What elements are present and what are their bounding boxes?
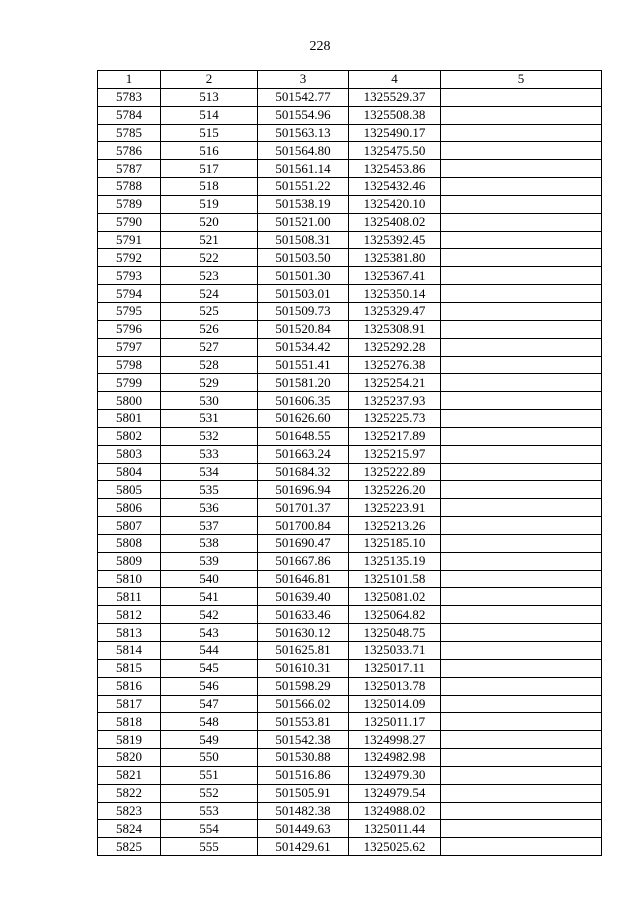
page-number: 228 (309, 39, 331, 54)
y-coordinate-cell: 1325025.62 (349, 838, 441, 856)
notes-cell (441, 766, 602, 784)
y-coordinate-cell: 1325392.45 (349, 231, 441, 249)
vertex-number-cell: 544 (161, 642, 258, 660)
x-coordinate-cell: 501551.41 (258, 356, 349, 374)
vertex-number-cell: 555 (161, 838, 258, 856)
point-number-cell: 5790 (98, 213, 161, 231)
vertex-number-cell: 543 (161, 624, 258, 642)
table-row (98, 249, 602, 267)
vertex-number-cell: 522 (161, 249, 258, 267)
point-number-cell: 5819 (98, 731, 161, 749)
y-coordinate-cell: 1325017.11 (349, 659, 441, 677)
vertex-number-cell: 519 (161, 195, 258, 213)
notes-cell (441, 445, 602, 463)
notes-cell (441, 195, 602, 213)
y-coordinate-cell: 1325308.91 (349, 320, 441, 338)
table-row (98, 731, 602, 749)
y-coordinate-cell: 1325135.19 (349, 552, 441, 570)
x-coordinate-cell: 501700.84 (258, 517, 349, 535)
vertex-number-cell: 521 (161, 231, 258, 249)
notes-cell (441, 534, 602, 552)
table-row (98, 213, 602, 231)
point-number-cell: 5784 (98, 106, 161, 124)
y-coordinate-cell: 1325350.14 (349, 285, 441, 303)
x-coordinate-cell: 501538.19 (258, 195, 349, 213)
notes-cell (441, 142, 602, 160)
point-number-cell: 5795 (98, 302, 161, 320)
vertex-number-cell: 531 (161, 410, 258, 428)
point-number-cell: 5823 (98, 802, 161, 820)
table-row (98, 499, 602, 517)
y-coordinate-cell: 1324979.54 (349, 784, 441, 802)
vertex-number-cell: 520 (161, 213, 258, 231)
x-coordinate-cell: 501530.88 (258, 749, 349, 767)
point-number-cell: 5788 (98, 178, 161, 196)
x-coordinate-cell: 501581.20 (258, 374, 349, 392)
table-row (98, 838, 602, 856)
vertex-number-cell: 540 (161, 570, 258, 588)
x-coordinate-cell: 501646.81 (258, 570, 349, 588)
vertex-number-cell: 527 (161, 338, 258, 356)
point-number-cell: 5822 (98, 784, 161, 802)
x-coordinate-cell: 501564.80 (258, 142, 349, 160)
table-row (98, 195, 602, 213)
x-coordinate-cell: 501553.81 (258, 713, 349, 731)
vertex-number-cell: 534 (161, 463, 258, 481)
notes-cell (441, 374, 602, 392)
table-row (98, 588, 602, 606)
vertex-number-cell: 545 (161, 659, 258, 677)
table-row (98, 749, 602, 767)
point-number-cell: 5787 (98, 160, 161, 178)
notes-cell (441, 320, 602, 338)
table-row (98, 160, 602, 178)
vertex-number-cell: 538 (161, 534, 258, 552)
point-number-cell: 5817 (98, 695, 161, 713)
notes-cell (441, 749, 602, 767)
column-header-3: 3 (258, 71, 349, 89)
notes-cell (441, 517, 602, 535)
y-coordinate-cell: 1325490.17 (349, 124, 441, 142)
y-coordinate-cell: 1325420.10 (349, 195, 441, 213)
y-coordinate-cell: 1325276.38 (349, 356, 441, 374)
notes-cell (441, 820, 602, 838)
x-coordinate-cell: 501505.91 (258, 784, 349, 802)
y-coordinate-cell: 1325101.58 (349, 570, 441, 588)
point-number-cell: 5791 (98, 231, 161, 249)
y-coordinate-cell: 1325081.02 (349, 588, 441, 606)
notes-cell (441, 481, 602, 499)
point-number-cell: 5806 (98, 499, 161, 517)
vertex-number-cell: 524 (161, 285, 258, 303)
table-body (98, 88, 602, 855)
vertex-number-cell: 529 (161, 374, 258, 392)
y-coordinate-cell: 1324982.98 (349, 749, 441, 767)
notes-cell (441, 802, 602, 820)
vertex-number-cell: 528 (161, 356, 258, 374)
point-number-cell: 5798 (98, 356, 161, 374)
y-coordinate-cell: 1325013.78 (349, 677, 441, 695)
notes-cell (441, 178, 602, 196)
notes-cell (441, 213, 602, 231)
table-row (98, 534, 602, 552)
point-number-cell: 5814 (98, 642, 161, 660)
y-coordinate-cell: 1325217.89 (349, 427, 441, 445)
vertex-number-cell: 513 (161, 88, 258, 106)
notes-cell (441, 677, 602, 695)
notes-cell (441, 659, 602, 677)
point-number-cell: 5825 (98, 838, 161, 856)
vertex-number-cell: 541 (161, 588, 258, 606)
x-coordinate-cell: 501503.01 (258, 285, 349, 303)
vertex-number-cell: 525 (161, 302, 258, 320)
vertex-number-cell: 535 (161, 481, 258, 499)
point-number-cell: 5799 (98, 374, 161, 392)
x-coordinate-cell: 501554.96 (258, 106, 349, 124)
table-row (98, 320, 602, 338)
point-number-cell: 5824 (98, 820, 161, 838)
x-coordinate-cell: 501516.86 (258, 766, 349, 784)
table-row (98, 766, 602, 784)
x-coordinate-cell: 501509.73 (258, 302, 349, 320)
notes-cell (441, 427, 602, 445)
x-coordinate-cell: 501521.00 (258, 213, 349, 231)
vertex-number-cell: 546 (161, 677, 258, 695)
vertex-number-cell: 526 (161, 320, 258, 338)
point-number-cell: 5818 (98, 713, 161, 731)
notes-cell (441, 588, 602, 606)
point-number-cell: 5793 (98, 267, 161, 285)
point-number-cell: 5805 (98, 481, 161, 499)
point-number-cell: 5785 (98, 124, 161, 142)
column-header-4: 4 (349, 71, 441, 89)
column-header-5: 5 (441, 71, 602, 89)
vertex-number-cell: 530 (161, 392, 258, 410)
vertex-number-cell: 552 (161, 784, 258, 802)
point-number-cell: 5786 (98, 142, 161, 160)
table-row (98, 642, 602, 660)
table-row (98, 463, 602, 481)
table-row (98, 124, 602, 142)
notes-cell (441, 499, 602, 517)
x-coordinate-cell: 501482.38 (258, 802, 349, 820)
y-coordinate-cell: 1325453.86 (349, 160, 441, 178)
vertex-number-cell: 539 (161, 552, 258, 570)
notes-cell (441, 267, 602, 285)
point-number-cell: 5783 (98, 88, 161, 106)
point-number-cell: 5794 (98, 285, 161, 303)
table-row (98, 517, 602, 535)
y-coordinate-cell: 1325213.26 (349, 517, 441, 535)
point-number-cell: 5808 (98, 534, 161, 552)
y-coordinate-cell: 1325237.93 (349, 392, 441, 410)
point-number-cell: 5796 (98, 320, 161, 338)
notes-cell (441, 392, 602, 410)
x-coordinate-cell: 501598.29 (258, 677, 349, 695)
x-coordinate-cell: 501606.35 (258, 392, 349, 410)
y-coordinate-cell: 1325215.97 (349, 445, 441, 463)
notes-cell (441, 285, 602, 303)
vertex-number-cell: 532 (161, 427, 258, 445)
notes-cell (441, 302, 602, 320)
point-number-cell: 5810 (98, 570, 161, 588)
notes-cell (441, 160, 602, 178)
notes-cell (441, 713, 602, 731)
x-coordinate-cell: 501667.86 (258, 552, 349, 570)
y-coordinate-cell: 1325225.73 (349, 410, 441, 428)
y-coordinate-cell: 1325367.41 (349, 267, 441, 285)
x-coordinate-cell: 501610.31 (258, 659, 349, 677)
table-header-row (98, 71, 602, 89)
point-number-cell: 5807 (98, 517, 161, 535)
point-number-cell: 5801 (98, 410, 161, 428)
coordinates-table (97, 70, 602, 856)
table-row (98, 820, 602, 838)
y-coordinate-cell: 1325014.09 (349, 695, 441, 713)
y-coordinate-cell: 1324998.27 (349, 731, 441, 749)
point-number-cell: 5820 (98, 749, 161, 767)
table-row (98, 784, 602, 802)
point-number-cell: 5804 (98, 463, 161, 481)
notes-cell (441, 463, 602, 481)
table-row (98, 178, 602, 196)
x-coordinate-cell: 501701.37 (258, 499, 349, 517)
table-row (98, 267, 602, 285)
notes-cell (441, 410, 602, 428)
x-coordinate-cell: 501563.13 (258, 124, 349, 142)
x-coordinate-cell: 501429.61 (258, 838, 349, 856)
table-row (98, 410, 602, 428)
y-coordinate-cell: 1325475.50 (349, 142, 441, 160)
notes-cell (441, 124, 602, 142)
x-coordinate-cell: 501633.46 (258, 606, 349, 624)
x-coordinate-cell: 501639.40 (258, 588, 349, 606)
table-row (98, 713, 602, 731)
table-row (98, 624, 602, 642)
y-coordinate-cell: 1325185.10 (349, 534, 441, 552)
table-row (98, 445, 602, 463)
vertex-number-cell: 514 (161, 106, 258, 124)
x-coordinate-cell: 501663.24 (258, 445, 349, 463)
y-coordinate-cell: 1325222.89 (349, 463, 441, 481)
notes-cell (441, 731, 602, 749)
y-coordinate-cell: 1325011.17 (349, 713, 441, 731)
table-row (98, 695, 602, 713)
column-header-2: 2 (161, 71, 258, 89)
vertex-number-cell: 551 (161, 766, 258, 784)
notes-cell (441, 249, 602, 267)
point-number-cell: 5812 (98, 606, 161, 624)
x-coordinate-cell: 501630.12 (258, 624, 349, 642)
notes-cell (441, 106, 602, 124)
vertex-number-cell: 537 (161, 517, 258, 535)
vertex-number-cell: 554 (161, 820, 258, 838)
notes-cell (441, 695, 602, 713)
y-coordinate-cell: 1325033.71 (349, 642, 441, 660)
notes-cell (441, 838, 602, 856)
table-row (98, 142, 602, 160)
y-coordinate-cell: 1325223.91 (349, 499, 441, 517)
point-number-cell: 5816 (98, 677, 161, 695)
vertex-number-cell: 542 (161, 606, 258, 624)
x-coordinate-cell: 501696.94 (258, 481, 349, 499)
x-coordinate-cell: 501449.63 (258, 820, 349, 838)
notes-cell (441, 552, 602, 570)
table-row (98, 392, 602, 410)
x-coordinate-cell: 501520.84 (258, 320, 349, 338)
table-row (98, 677, 602, 695)
table-row (98, 552, 602, 570)
y-coordinate-cell: 1325508.38 (349, 106, 441, 124)
vertex-number-cell: 533 (161, 445, 258, 463)
vertex-number-cell: 553 (161, 802, 258, 820)
point-number-cell: 5797 (98, 338, 161, 356)
x-coordinate-cell: 501648.55 (258, 427, 349, 445)
vertex-number-cell: 549 (161, 731, 258, 749)
point-number-cell: 5815 (98, 659, 161, 677)
y-coordinate-cell: 1325292.28 (349, 338, 441, 356)
y-coordinate-cell: 1325226.20 (349, 481, 441, 499)
y-coordinate-cell: 1325408.02 (349, 213, 441, 231)
table-row (98, 802, 602, 820)
notes-cell (441, 356, 602, 374)
point-number-cell: 5789 (98, 195, 161, 213)
notes-cell (441, 784, 602, 802)
notes-cell (441, 624, 602, 642)
vertex-number-cell: 547 (161, 695, 258, 713)
table-row (98, 356, 602, 374)
vertex-number-cell: 548 (161, 713, 258, 731)
table-row (98, 338, 602, 356)
x-coordinate-cell: 501534.42 (258, 338, 349, 356)
table-row (98, 231, 602, 249)
x-coordinate-cell: 501690.47 (258, 534, 349, 552)
point-number-cell: 5803 (98, 445, 161, 463)
x-coordinate-cell: 501508.31 (258, 231, 349, 249)
table-row (98, 374, 602, 392)
point-number-cell: 5802 (98, 427, 161, 445)
y-coordinate-cell: 1324988.02 (349, 802, 441, 820)
table-row (98, 427, 602, 445)
vertex-number-cell: 518 (161, 178, 258, 196)
x-coordinate-cell: 501684.32 (258, 463, 349, 481)
point-number-cell: 5811 (98, 588, 161, 606)
column-header-1: 1 (98, 71, 161, 89)
x-coordinate-cell: 501625.81 (258, 642, 349, 660)
y-coordinate-cell: 1325011.44 (349, 820, 441, 838)
y-coordinate-cell: 1325529.37 (349, 88, 441, 106)
notes-cell (441, 606, 602, 624)
y-coordinate-cell: 1325048.75 (349, 624, 441, 642)
notes-cell (441, 338, 602, 356)
y-coordinate-cell: 1325432.46 (349, 178, 441, 196)
table-row (98, 481, 602, 499)
y-coordinate-cell: 1325064.82 (349, 606, 441, 624)
notes-cell (441, 642, 602, 660)
point-number-cell: 5813 (98, 624, 161, 642)
x-coordinate-cell: 501626.60 (258, 410, 349, 428)
table-row (98, 302, 602, 320)
table-row (98, 88, 602, 106)
table-row (98, 659, 602, 677)
y-coordinate-cell: 1325329.47 (349, 302, 441, 320)
point-number-cell: 5821 (98, 766, 161, 784)
vertex-number-cell: 517 (161, 160, 258, 178)
x-coordinate-cell: 501542.77 (258, 88, 349, 106)
vertex-number-cell: 515 (161, 124, 258, 142)
x-coordinate-cell: 501542.38 (258, 731, 349, 749)
vertex-number-cell: 550 (161, 749, 258, 767)
table-row (98, 606, 602, 624)
y-coordinate-cell: 1324979.30 (349, 766, 441, 784)
notes-cell (441, 231, 602, 249)
x-coordinate-cell: 501551.22 (258, 178, 349, 196)
y-coordinate-cell: 1325381.80 (349, 249, 441, 267)
point-number-cell: 5800 (98, 392, 161, 410)
y-coordinate-cell: 1325254.21 (349, 374, 441, 392)
point-number-cell: 5809 (98, 552, 161, 570)
x-coordinate-cell: 501501.30 (258, 267, 349, 285)
notes-cell (441, 88, 602, 106)
vertex-number-cell: 516 (161, 142, 258, 160)
vertex-number-cell: 536 (161, 499, 258, 517)
table-row (98, 570, 602, 588)
x-coordinate-cell: 501566.02 (258, 695, 349, 713)
table-row (98, 106, 602, 124)
vertex-number-cell: 523 (161, 267, 258, 285)
x-coordinate-cell: 501503.50 (258, 249, 349, 267)
table-row (98, 285, 602, 303)
point-number-cell: 5792 (98, 249, 161, 267)
notes-cell (441, 570, 602, 588)
x-coordinate-cell: 501561.14 (258, 160, 349, 178)
